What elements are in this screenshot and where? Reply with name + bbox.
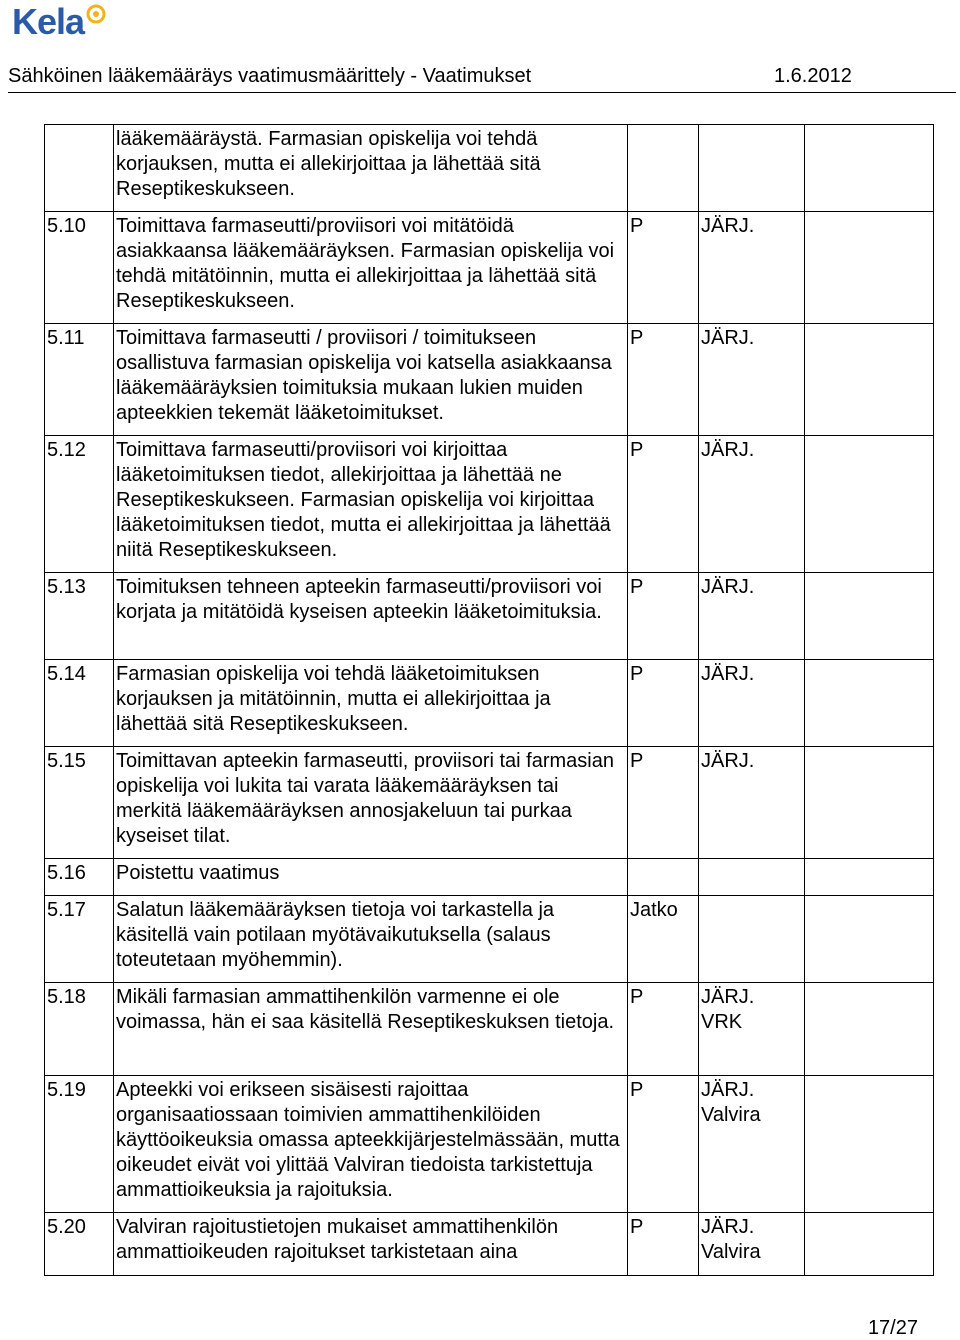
requirement-responsible: JÄRJ. [699,747,805,859]
kela-logo [12,2,102,44]
requirement-notes [805,747,934,859]
requirement-notes [805,1213,934,1276]
requirement-responsible: JÄRJ. [699,660,805,747]
requirement-text: Salatun lääkemääräyksen tietoja voi tarkastella ja käsitellä vain potilaan myötävaikutuksella (salaus toteutetaan myöhemmin). [114,896,628,983]
table-row [45,1076,934,1213]
requirement-id: 5.12 [45,436,114,573]
requirement-priority: Jatko [628,896,699,983]
requirement-text: Valviran rajoitustietojen mukaiset ammattihenkilön ammattioikeuden rajoitukset tarkistetaan aina [114,1213,628,1276]
table-row [45,896,934,983]
kela-logo-mark-icon [86,4,106,24]
requirement-notes [805,436,934,573]
requirement-notes [805,660,934,747]
table-row [45,747,934,859]
table-row [45,125,934,212]
document-title: Sähköinen lääkemääräys vaatimusmäärittely - Vaatimukset [8,65,532,87]
requirement-text: Toimituksen tehneen apteekin farmaseutti/proviisori voi korjata ja mitätöidä kyseisen apteekin lääketoimituksia. [114,573,628,660]
requirement-responsible [699,125,805,212]
requirement-text: Poistettu vaatimus [114,859,628,896]
table-row [45,324,934,436]
requirement-priority: P [628,983,699,1076]
table-row [45,660,934,747]
requirement-responsible [699,896,805,983]
requirement-id: 5.11 [45,324,114,436]
requirement-responsible: JÄRJ. [699,324,805,436]
requirement-notes [805,983,934,1076]
table-row [45,859,934,896]
requirement-id: 5.15 [45,747,114,859]
requirement-notes [805,859,934,896]
requirement-text: Toimittavan apteekin farmaseutti, proviisori tai farmasian opiskelija voi lukita tai varata lääkemääräyksen tai merkitä lääkemääräyksen annosjakeluun tai purkaa kyseiset tilat. [114,747,628,859]
requirement-responsible: JÄRJ. Valvira [699,1076,805,1213]
requirement-text: lääkemääräystä. Farmasian opiskelija voi tehdä korjauksen, mutta ei allekirjoittaa ja lähettää sitä Reseptikeskukseen. [114,125,628,212]
requirement-notes [805,324,934,436]
logo-text: Kela [12,1,85,42]
requirement-text: Toimittava farmaseutti/proviisori voi mitätöidä asiakkaansa lääkemääräyksen. Farmasian opiskelija voi tehdä mitätöinnin, mutta ei allekirjoittaa ja lähettää sitä Reseptikeskukseen. [114,212,628,324]
requirement-notes [805,212,934,324]
table-row [45,983,934,1076]
requirement-responsible: JÄRJ. [699,212,805,324]
requirement-responsible: JÄRJ. [699,436,805,573]
requirement-priority [628,125,699,212]
requirement-id: 5.19 [45,1076,114,1213]
requirement-text: Apteekki voi erikseen sisäisesti rajoittaa organisaatiossaan toimivien ammattihenkilöiden käyttöoikeuksia omassa apteekkijärjestelmässään, mutta oikeudet eivät voi ylittää Valviran tiedoista tarkistettuja ammattioikeuksia ja rajoituksia. [114,1076,628,1213]
requirement-priority: P [628,324,699,436]
requirement-id: 5.20 [45,1213,114,1276]
requirement-text: Toimittava farmaseutti/proviisori voi kirjoittaa lääketoimituksen tiedot, allekirjoittaa ja lähettää ne Reseptikeskukseen. Farmasian opiskelija voi kirjoittaa lääketoimituksen tiedot, mutta ei allekirjoittaa ja lähettää niitä Reseptikeskukseen. [114,436,628,573]
requirement-priority [628,859,699,896]
requirement-text: Farmasian opiskelija voi tehdä lääketoimituksen korjauksen ja mitätöinnin, mutta ei allekirjoittaa ja lähettää sitä Reseptikeskukseen. [114,660,628,747]
requirement-notes [805,896,934,983]
requirement-priority: P [628,747,699,859]
table-row [45,573,934,660]
requirement-id: 5.16 [45,859,114,896]
requirement-text: Toimittava farmaseutti / proviisori / toimitukseen osallistuva farmasian opiskelija voi katsella asiakkaansa lääkemääräyksien toimituksia mukaan lukien muiden apteekkien tekemät lääketoimitukset. [114,324,628,436]
requirement-notes [805,573,934,660]
requirement-priority: P [628,1076,699,1213]
requirement-responsible: JÄRJ. [699,573,805,660]
table-row [45,1213,934,1276]
requirement-priority: P [628,573,699,660]
table-row [45,212,934,324]
requirement-id: 5.13 [45,573,114,660]
requirement-id [45,125,114,212]
requirement-priority: P [628,1213,699,1276]
requirement-id: 5.10 [45,212,114,324]
requirement-notes [805,125,934,212]
requirement-notes [805,1076,934,1213]
requirement-id: 5.14 [45,660,114,747]
document-date: 1.6.2012 [774,65,852,87]
requirement-id: 5.18 [45,983,114,1076]
requirement-responsible: JÄRJ. Valvira [699,1213,805,1276]
requirement-id: 5.17 [45,896,114,983]
requirement-text: Mikäli farmasian ammattihenkilön varmenne ei ole voimassa, hän ei saa käsitellä Reseptikeskuksen tietoja. [114,983,628,1076]
requirement-responsible: JÄRJ. VRK [699,983,805,1076]
page-number: 17/27 [867,1317,918,1339]
requirement-priority: P [628,212,699,324]
requirement-priority: P [628,436,699,573]
table-row [45,436,934,573]
requirement-priority: P [628,660,699,747]
requirements-table [44,124,934,1276]
document-header [8,62,956,93]
requirement-responsible [699,859,805,896]
